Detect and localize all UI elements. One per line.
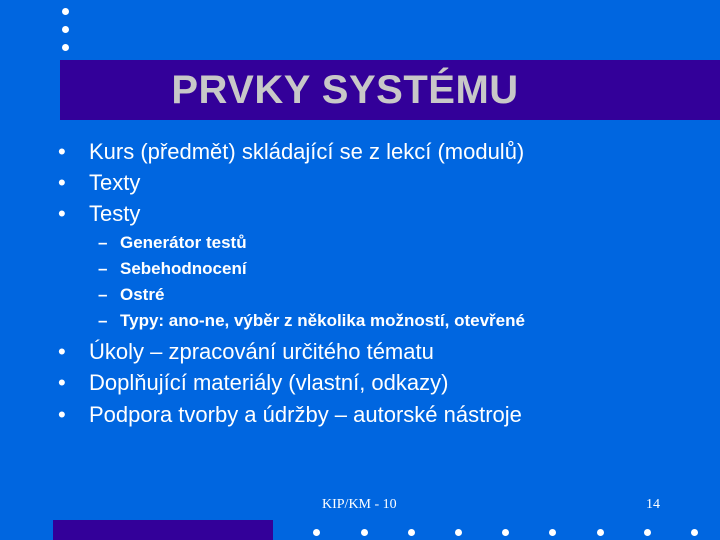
sub-bullet-text: Ostré bbox=[120, 285, 165, 304]
sub-bullet-item bbox=[98, 259, 247, 279]
bottom-bar bbox=[53, 520, 273, 540]
dash-marker: – bbox=[98, 233, 108, 252]
bullet-marker: • bbox=[58, 170, 66, 195]
bullet-item bbox=[58, 201, 140, 227]
footer-label: KIP/KM - 10 bbox=[322, 497, 397, 512]
decor-dot bbox=[62, 44, 69, 51]
bullet-marker: • bbox=[58, 201, 66, 226]
bullet-marker: • bbox=[58, 339, 66, 364]
bullet-marker: • bbox=[58, 370, 66, 395]
bullet-item bbox=[58, 402, 522, 428]
sub-bullet-text: Generátor testů bbox=[120, 233, 247, 252]
sub-bullet-item bbox=[98, 285, 164, 305]
bullet-text: Testy bbox=[89, 201, 141, 226]
page-number: 14 bbox=[646, 497, 660, 512]
dash-marker: – bbox=[98, 311, 108, 330]
bullet-marker: • bbox=[58, 402, 66, 427]
sub-bullet-item bbox=[98, 233, 247, 253]
decor-dot bbox=[549, 529, 556, 536]
title-bar bbox=[60, 60, 720, 120]
sub-bullet-text: Typy: ano-ne, výběr z několika možností, otevřené bbox=[120, 311, 525, 330]
decor-dot bbox=[62, 26, 69, 33]
decor-dot bbox=[408, 529, 415, 536]
decor-dot bbox=[644, 529, 651, 536]
decor-dot bbox=[597, 529, 604, 536]
bullet-text: Kurs (předmět) skládající se z lekcí (modulů) bbox=[89, 139, 525, 164]
decor-dot bbox=[502, 529, 509, 536]
sub-bullet-item bbox=[98, 311, 525, 331]
bullet-marker: • bbox=[58, 139, 66, 164]
bullet-text: Texty bbox=[89, 170, 141, 195]
dash-marker: – bbox=[98, 285, 108, 304]
bullet-item bbox=[58, 170, 140, 196]
dash-marker: – bbox=[98, 259, 108, 278]
bullet-item bbox=[58, 139, 524, 165]
decor-dot bbox=[455, 529, 462, 536]
bullet-item bbox=[58, 339, 434, 365]
decor-dot bbox=[62, 8, 69, 15]
decor-dot bbox=[313, 529, 320, 536]
sub-bullet-text: Sebehodnocení bbox=[120, 259, 247, 278]
decor-dot bbox=[691, 529, 698, 536]
decor-dot bbox=[361, 529, 368, 536]
bullet-text: Úkoly – zpracování určitého tématu bbox=[89, 339, 434, 364]
bullet-text: Podpora tvorby a údržby – autorské nástroje bbox=[89, 402, 522, 427]
bullet-text: Doplňující materiály (vlastní, odkazy) bbox=[89, 370, 449, 395]
slide-title: PRVKY SYSTÉMU bbox=[171, 68, 519, 112]
bullet-item bbox=[58, 370, 448, 396]
